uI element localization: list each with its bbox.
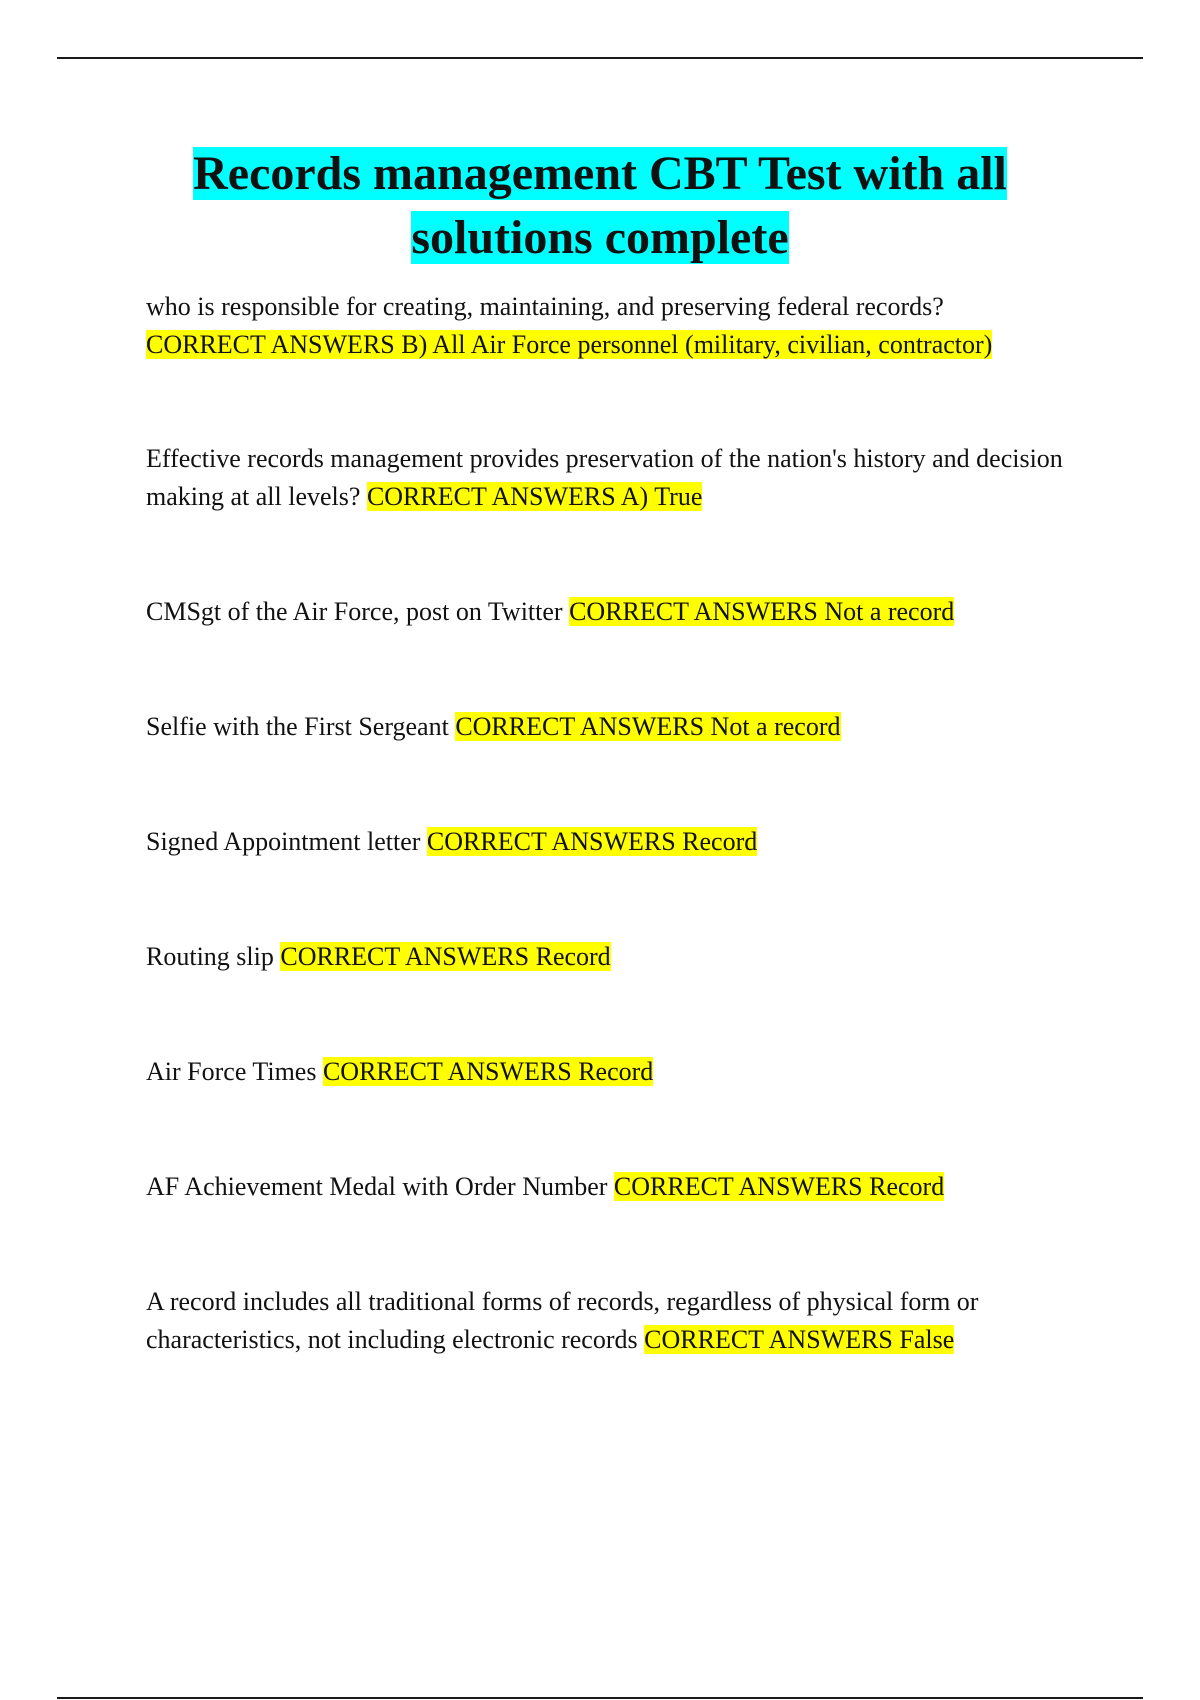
question-text: AF Achievement Medal with Order Number <box>146 1172 608 1201</box>
answer-text: CORRECT ANSWERS Not a record <box>569 597 955 626</box>
qa-item <box>146 938 1086 976</box>
answer-text: CORRECT ANSWERS False <box>644 1325 955 1354</box>
question-text: Effective records management provides preservation of the nation's history and decision making at all levels? <box>146 444 1063 511</box>
question-text: Signed Appointment letter <box>146 827 421 856</box>
answer-text: CORRECT ANSWERS Record <box>322 1057 654 1086</box>
answer-text: CORRECT ANSWERS B) All Air Force personnel (military, civilian, contractor) <box>146 330 993 359</box>
answer-text: CORRECT ANSWERS Record <box>280 942 611 971</box>
question-text: CMSgt of the Air Force, post on Twitter <box>146 597 563 626</box>
bottom-divider <box>57 1697 1143 1699</box>
qa-item <box>146 288 1086 364</box>
question-text: who is responsible for creating, maintaining, and preserving federal records? <box>146 292 944 321</box>
qa-item <box>146 1053 1086 1091</box>
qa-item <box>146 1283 1086 1359</box>
qa-item <box>146 1168 1086 1206</box>
qa-item <box>146 823 1086 861</box>
document-title-text: Records management CBT Test with all solutions complete <box>193 147 1007 264</box>
document-title <box>100 142 1100 270</box>
qa-item <box>146 708 1086 746</box>
question-text: Routing slip <box>146 942 274 971</box>
top-divider <box>57 57 1143 59</box>
qa-item <box>146 593 1086 631</box>
answer-text: CORRECT ANSWERS Record <box>613 1172 945 1201</box>
question-text: Air Force Times <box>146 1057 317 1086</box>
qa-item <box>146 440 1086 516</box>
answer-text: CORRECT ANSWERS A) True <box>366 482 703 511</box>
answer-text: CORRECT ANSWERS Not a record <box>455 712 841 741</box>
answer-text: CORRECT ANSWERS Record <box>426 827 758 856</box>
question-text: A record includes all traditional forms of records, regardless of physical form or characteristics, not including electronic records <box>146 1287 979 1354</box>
qa-list <box>146 288 1086 1359</box>
question-text: Selfie with the First Sergeant <box>146 712 449 741</box>
